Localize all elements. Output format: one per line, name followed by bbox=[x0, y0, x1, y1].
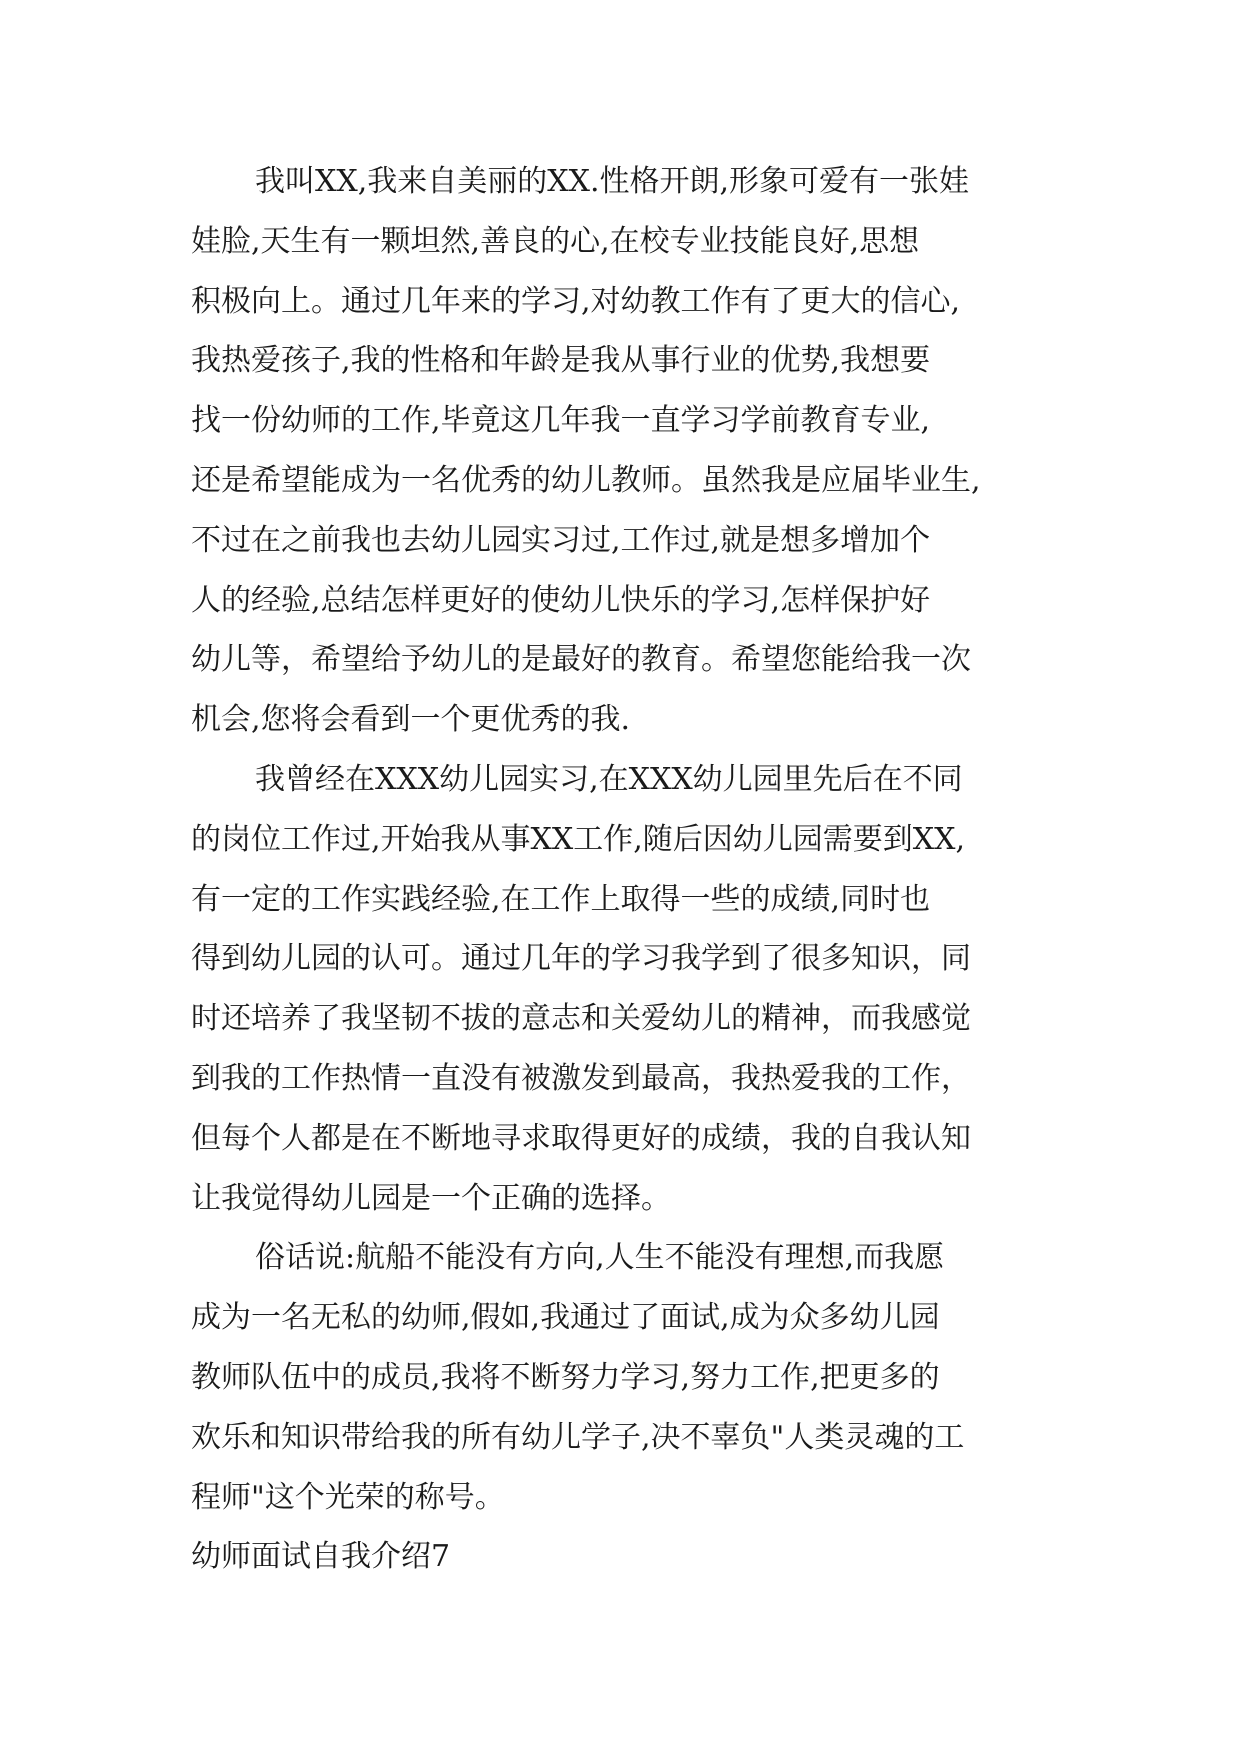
text-line: 程师"这个光荣的称号。 bbox=[191, 1479, 505, 1515]
text-line: 我叫XX,我来自美丽的XX.性格开朗,形象可爱有一张娃 bbox=[255, 164, 970, 199]
text-line: 到我的工作热情一直没有被激发到最高，我热爱我的工作， bbox=[191, 1060, 971, 1096]
text-line: 机会,您将会看到一个更优秀的我. bbox=[191, 702, 631, 738]
text-line: 但每个人都是在不断地寻求取得更好的成绩，我的自我认知 bbox=[191, 1120, 971, 1156]
paragraph-1 bbox=[191, 152, 1057, 750]
text-line: 成为一名无私的幼师,假如,我通过了面试,成为众多幼儿园 bbox=[191, 1300, 940, 1336]
text-line: 时还培养了我坚韧不拔的意志和关爱幼儿的精神，而我感觉 bbox=[191, 1001, 971, 1037]
text-line: 欢乐和知识带给我的所有幼儿学子,决不辜负"人类灵魂的工 bbox=[191, 1419, 965, 1455]
text-line: 不过在之前我也去幼儿园实习过,工作过,就是想多增加个 bbox=[191, 522, 931, 558]
text-line: 有一定的工作实践经验,在工作上取得一些的成绩,同时也 bbox=[191, 881, 931, 917]
section-heading: 幼师面试自我介绍7 bbox=[191, 1539, 451, 1575]
text-line: 教师队伍中的成员,我将不断努力学习,努力工作,把更多的 bbox=[191, 1359, 940, 1395]
text-line: 我曾经在XXX幼儿园实习,在XXX幼儿园里先后在不同 bbox=[255, 761, 963, 797]
text-line: 让我觉得幼儿园是一个正确的选择。 bbox=[191, 1180, 671, 1216]
paragraph-2 bbox=[191, 750, 1057, 1228]
text-line: 积极向上。通过几年来的学习,对幼教工作有了更大的信心, bbox=[191, 283, 961, 319]
text-line: 的岗位工作过,开始我从事XX工作,随后因幼儿园需要到XX, bbox=[191, 821, 966, 857]
text-line: 找一份幼师的工作,毕竟这几年我一直学习学前教育专业, bbox=[191, 403, 931, 439]
paragraph-3 bbox=[191, 1228, 1057, 1527]
text-line: 俗话说:航船不能没有方向,人生不能没有理想,而我愿 bbox=[255, 1240, 945, 1276]
text-line: 还是希望能成为一名优秀的幼儿教师。虽然我是应届毕业生, bbox=[191, 462, 981, 498]
text-line: 得到幼儿园的认可。通过几年的学习我学到了很多知识，同 bbox=[191, 941, 971, 977]
document-body bbox=[191, 152, 1057, 1587]
text-line: 我热爱孩子,我的性格和年龄是我从事行业的优势,我想要 bbox=[191, 343, 931, 379]
text-line: 幼儿等，希望给予幼儿的是最好的教育。希望您能给我一次 bbox=[191, 642, 971, 678]
text-line: 人的经验,总结怎样更好的使幼儿快乐的学习,怎样保护好 bbox=[191, 582, 931, 618]
text-line: 娃脸,天生有一颗坦然,善良的心,在校专业技能良好,思想 bbox=[191, 223, 920, 259]
